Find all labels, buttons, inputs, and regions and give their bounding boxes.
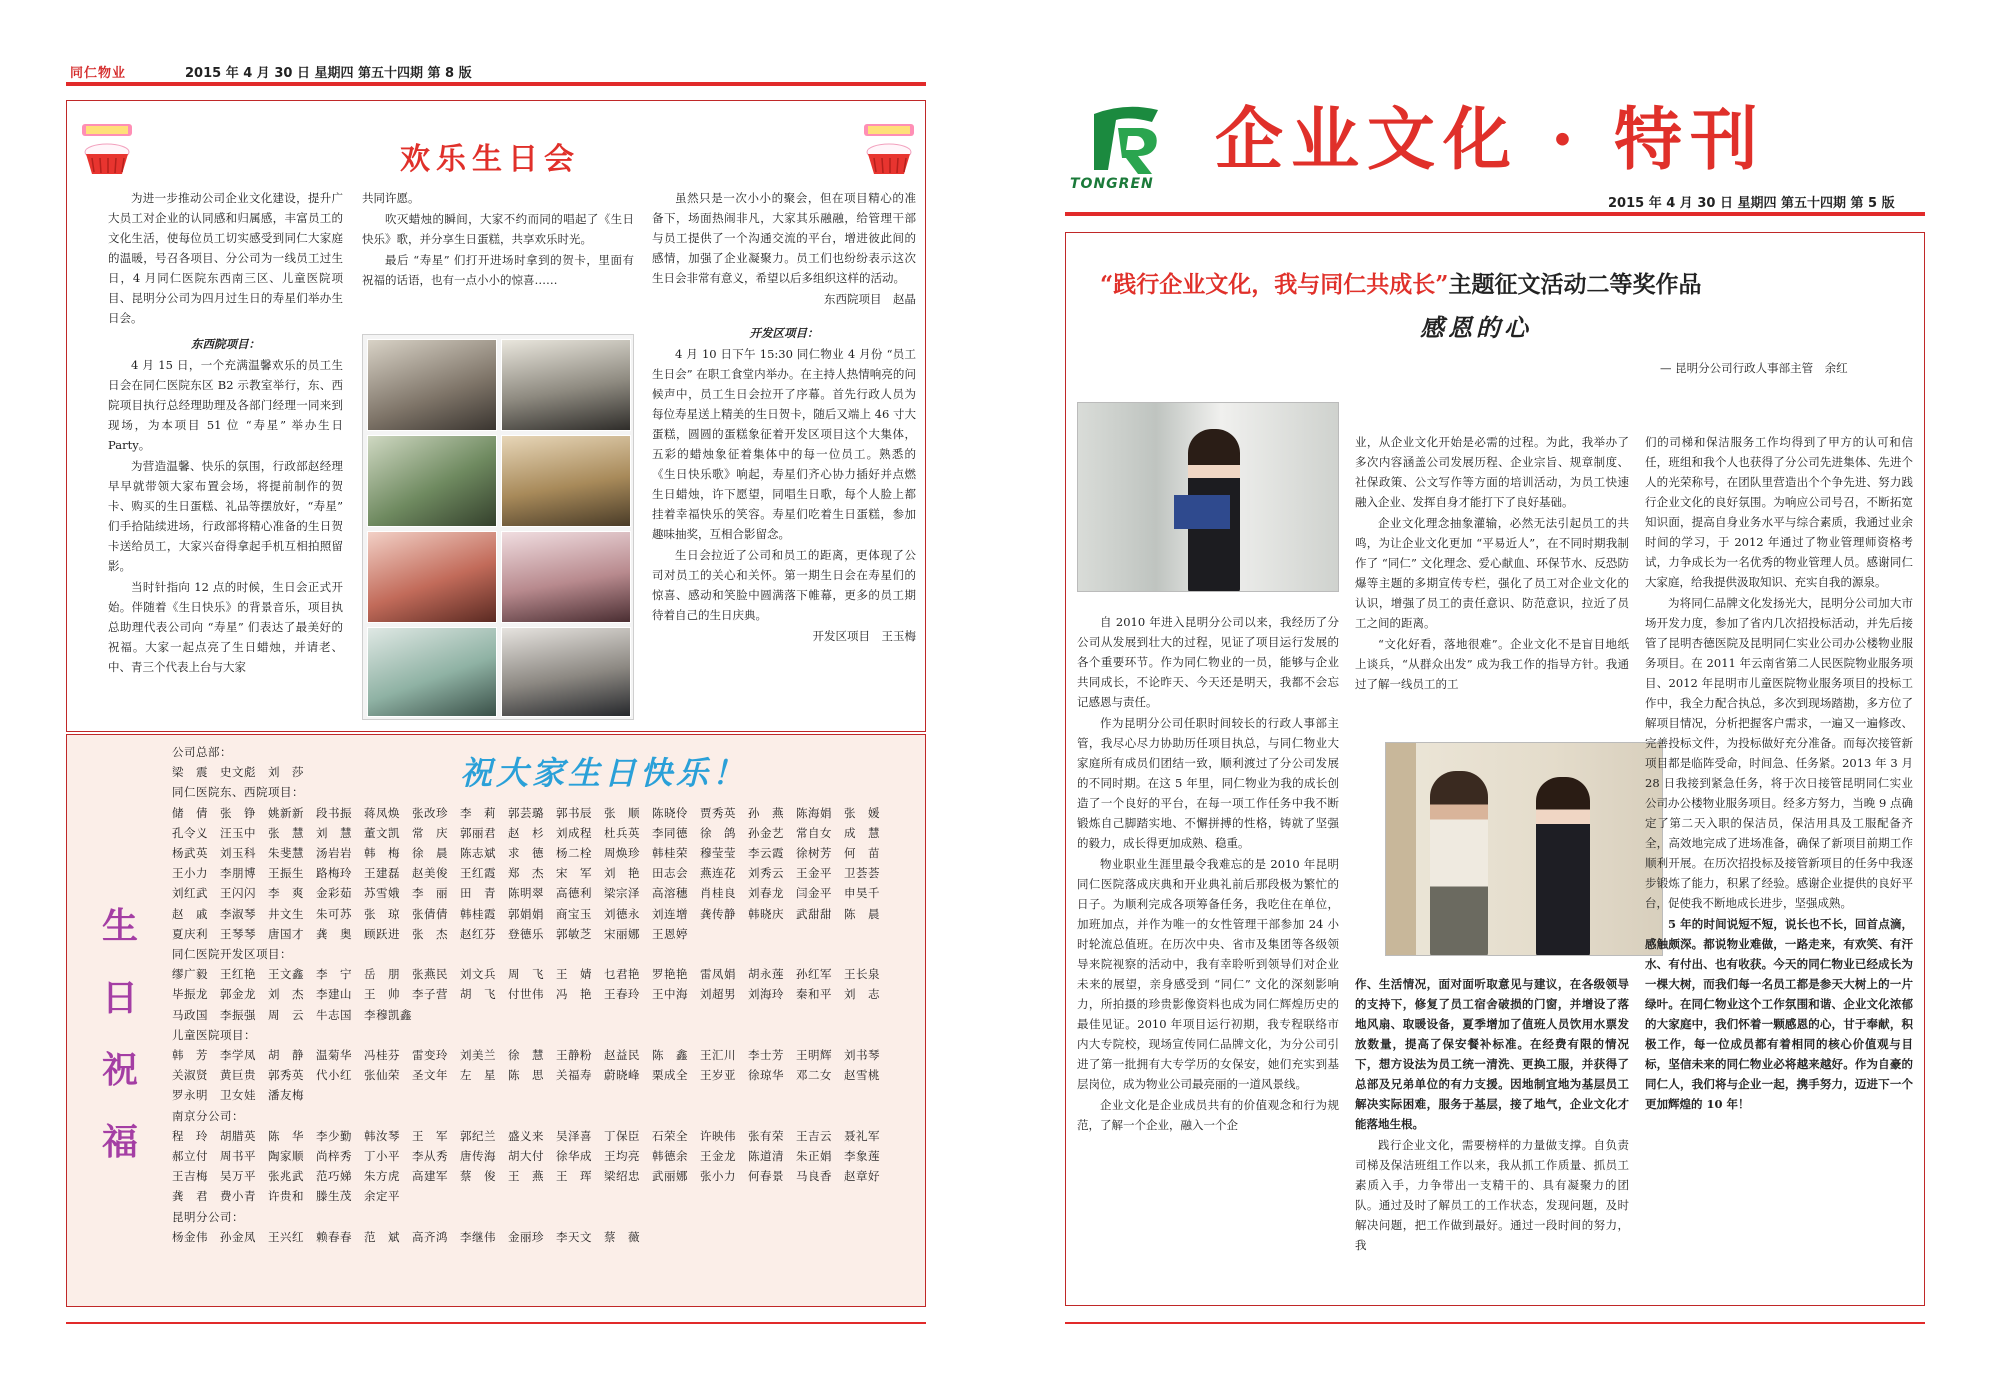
person-figure [1430, 771, 1488, 956]
name-list-line: 王吉梅 吴万平 张兆武 范巧娣 朱方虎 高建军 蔡 俊 王 燕 王 珲 梁绍忠 武丽娜 张小力 何春景 马良香 赵章好 [172, 1169, 880, 1184]
name-list-line: 王小力 李朋博 王振生 路梅玲 王建磊 赵美俊 王红霞 郑 杰 宋 军 刘 艳 田志会 燕连花 刘秀云 王金平 卫荟荟 [172, 866, 880, 881]
person-figure [1536, 777, 1590, 956]
left-footer-rule [66, 1322, 926, 1324]
photo [367, 531, 497, 623]
author-photo [1077, 402, 1339, 592]
paragraph: 作为昆明分公司任职时间较长的行政人事部主管，我尽心尽力协助历任项目执总，与同仁物业大家庭所有成员们团结一致，顺利渡过了分公司发展的不同时期。在这 5 年里，同仁物业为我的成长创造了一个良好的平台，在每一项工作任务中我不断锻炼自己脚踏实地、不懈拼搏的性格，铸就了坚强的毅力，成长得更加成熟、稳重。 [1077, 716, 1339, 850]
paragraph: 当时针指向 12 点的时候，生日会正式开始。伴随着《生日快乐》的背景音乐，项目执总助理代表公司向 “寿星” 们表达了最美好的祝福。大家一起点亮了生日蜡烛，并请老、中、青三个代表上台与大家 [108, 580, 343, 674]
blessing-title: 祝大家生日快乐！ [460, 754, 749, 792]
page-gutter [960, 0, 1040, 1387]
article-col-2b [1355, 974, 1629, 1256]
right-header-rule [1065, 212, 1925, 216]
section-heading: 开发区项目： [749, 326, 819, 340]
right-footer-rule [1065, 1322, 1925, 1324]
name-list-line: 韩 芳 李学凤 胡 静 温菊华 冯桂芬 雷变玲 刘美兰 徐 慧 王静粉 赵益民 陈 鑫 王汇川 李士芳 王明辉 刘书琴 [172, 1048, 880, 1063]
name-list-line: 龚 君 费小青 许贵和 滕生茂 余定平 [172, 1189, 400, 1204]
article-col-3 [1645, 432, 1913, 1115]
logo-text: TONGREN [1070, 176, 1154, 192]
photo [367, 339, 497, 431]
left-header-brand: 同仁物业 [70, 66, 127, 81]
signature: 开发区项目 王玉梅 [812, 629, 916, 643]
vertical-char: 生 [101, 905, 138, 947]
birthday-col-3 [652, 188, 916, 647]
paragraph: 共同许愿。 [362, 191, 420, 205]
vertical-char: 日 [101, 977, 138, 1019]
name-list-line: 儿童医院项目： [172, 1027, 256, 1042]
signature: 东西院项目 赵晶 [824, 292, 916, 306]
name-list-line: 南京分公司： [172, 1108, 244, 1123]
paragraph: 为营造温馨、快乐的氛围，行政部赵经理早早就带领大家布置会场，将提前制作的贺卡、购买的生日蛋糕、礼品等摆放好，“寿星” 们手拾陆续进场，行政部将精心准备的生日贺卡送给员工，大家兴奋得拿起手机互相拍照留影。 [108, 459, 343, 573]
name-list-line: 关淑贤 黄巨贵 郭秀英 代小红 张仙荣 圣文年 左 星 陈 思 关福寿 蔚晓峰 栗成全 王岁亚 徐琼华 邓二女 赵雪桃 [172, 1068, 880, 1083]
headline-red: “践行企业文化，我与同仁共成长” [1100, 271, 1449, 298]
left-header-rule [66, 82, 926, 86]
article-col-1 [1077, 612, 1339, 1136]
photo [501, 339, 631, 431]
photo [501, 435, 631, 527]
name-list-line: 郝立付 周书平 陶家顺 尚梓秀 丁小平 李从秀 唐传海 胡大付 徐华成 王均亮 韩德余 王金龙 陈道清 朱正娟 李象莲 [172, 1149, 880, 1164]
paragraph: 自 2010 年进入昆明分公司以来，我经历了分公司从发展到壮大的过程，见证了项目运行发展的各个重要环节。作为同仁物业的一员，能够与企业共同成长，不论昨天、今天还是明天，我都不会忘记感恩与责任。 [1077, 615, 1339, 709]
article-author: — 昆明分公司行政人事部主管 余红 [1660, 361, 1848, 375]
paragraph: 为将同仁品牌文化发扬光大，昆明分公司加大市场开发力度，参加了省内几次招投标活动，并先后接管了昆明杏德医院及昆明同仁实业公司办公楼物业服务项目。在 2011 年云南省第二人民医院物业服务项目、2012 年昆明市儿童医院物业服务项目的投标工作中，我全力配合执总，多次到现场踏勘，多方位了解项目情况，分析把握客户需求，一遍又一遍修改、完善投标文件，为投标做好充分准备。而每次接管新项目都是临阵受命，时间急、任务紧。2013 年 3 月 28 日我接到紧急任务，将于次日接管昆明同仁实业公司办公楼物业服务项目。经多方努力，当晚 9 点确定了第二天入职的保洁员，保洁用具及工服配备齐全，高效地完成了进场准备，确保了新项目前期工作顺利开展。在历次招投标及接管新项目的任务中我逐步锻炼了能力，积累了经验。感谢企业提供的良好平台，促使我不断地成长进步，坚强成熟。 [1645, 596, 1913, 910]
left-header-date: 2015 年 4 月 30 日 星期四 第五十四期 第 8 版 [185, 66, 472, 81]
name-list-line: 罗永明 卫女娃 潘友梅 [172, 1088, 304, 1103]
paragraph: 虽然只是一次小小的聚会，但在项目精心的准备下，场面热闹非凡，大家其乐融融，给管理干部与员工提供了一个沟通交流的平台，增进彼此间的感情，加强了企业凝聚力。员工们也纷纷表示这次生日会非常有意义，希望以后多组织这样的活动。 [652, 191, 916, 285]
birthday-photo-collage [362, 334, 634, 720]
tongren-logo-icon [1086, 100, 1166, 180]
paragraph: 生日会拉近了公司和员工的距离，更体现了公司对员工的关心和关怀。第一期生日会在寿星们的惊喜、感动和笑脸中圆满落下帷幕，更多的员工期待着自己的生日庆典。 [652, 548, 916, 622]
article-headline [1100, 266, 1701, 299]
name-list-line: 杨武英 刘玉科 朱斐慧 汤岩岩 韩 梅 徐 晨 陈志斌 求 德 杨二栓 周焕珍 韩桂荣 穆莹莹 李云霞 徐树芳 何 苗 [172, 846, 880, 861]
birthday-cake-icon [78, 118, 136, 178]
name-list-line: 公司总部： [172, 745, 232, 759]
birthday-cake-icon [860, 118, 918, 178]
headline-black: 主题征文活动二等奖作品 [1448, 271, 1702, 298]
name-list-line: 夏庆利 王琴琴 唐国才 龚 奥 顾跃进 张 杰 赵红芬 登德乐 郭敏芝 宋丽娜 王恩婷 [172, 926, 688, 941]
paragraph: 业，从企业文化开始是必需的过程。为此，我举办了多次内容涵盖公司发展历程、企业宗旨、规章制度、社保政策、公文写作等方面的培训活动，为员工快速融入企业、发挥自身才能打下了良好基础。 [1355, 435, 1629, 509]
name-list-line: 马政国 李振强 周 云 牛志国 李穆凯鑫 [172, 1007, 412, 1022]
birthday-col-2 [362, 188, 634, 291]
paragraph: 作、生活情况，面对面听取意见与建议，在各级领导的支持下，修复了员工宿舍破损的门窗，并增设了落地风扇、取暖设备，夏季增加了值班人员饮用水票发放数量，提高了保安餐补标准。在经费有限的情况下，想方设法为员工统一清洗、更换工服，并获得了总部及兄弟单位的有力支援。因地制宜地为基层员工解决实际困难，服务于基层，接了地气，企业文化才能落地生根。 [1355, 977, 1629, 1131]
birthday-name-list [172, 742, 912, 1247]
paragraph: 4 月 15 日，一个充满温馨欢乐的员工生日会在同仁医院东区 B2 示教室举行，东、西院项目执行总经理助理及各部门经理一同来到现场，为本项目 51 位 “寿星” 举办生日 Party。 [108, 358, 343, 452]
paragraph: 4 月 10 日下午 15:30 同仁物业 4 月份 “员工生日会” 在职工食堂内举办。在主持人热情响亮的问候声中，员工生日会拉开了序幕。首先行政人员为每位寿星送上精美的生日贺卡，随后又端上 46 寸大蛋糕，圆圆的蛋糕象征着开发区项目这个大集体，五彩的蜡烛象征着集体中的每一位员工。熟悉的《生日快乐歌》响起，寿星们齐心协力插好并点燃生日蜡烛，许下愿望，同唱生日歌，每个人脸上都挂着幸福快乐的笑容。寿星们吃着生日蛋糕，参加趣味抽奖，互相合影留念。 [652, 347, 916, 541]
birthday-col-1 [108, 188, 343, 678]
paragraph: 践行企业文化，需要榜样的力量做支撑。自负责司梯及保洁班组工作以来，我从抓工作质量、抓员工素质入手，力争带出一支精干的、具有凝聚力的团队。通过及时了解员工的工作状态，发现问题，及时解决问题，把工作做到最好。通过一段时间的努力，我 [1355, 1138, 1629, 1252]
photo [367, 627, 497, 717]
vertical-char: 祝 [101, 1049, 138, 1091]
name-list-line: 梁 震 史文彪 刘 莎 [172, 765, 304, 780]
name-list-line: 缪广毅 王红艳 王文鑫 李 宁 岳 朋 张燕民 刘文兵 周 飞 王 婧 乜君艳 罗艳艳 雷凤娟 胡永莲 孙红军 王长泉 [172, 967, 880, 982]
paragraph: 吹灭蜡烛的瞬间，大家不约而同的唱起了《生日快乐》歌，并分享生日蛋糕，共享欢乐时光。 [362, 212, 634, 246]
paragraph: 企业文化是企业成员共有的价值观念和行为规范，了解一个企业，融入一个企 [1077, 1098, 1339, 1132]
section-heading: 东西院项目： [191, 337, 260, 351]
paragraph: 们的司梯和保洁服务工作均得到了甲方的认可和信任，班组和我个人也获得了分公司先进集体、先进个人的光荣称号，在团队里营造出个个争先进、努力践行企业文化的良好氛围。为响应公司号召，不断拓宽知识面，提高自身业务水平与综合素质，我通过业余时间的学习，于 2012 年通过了物业管理师资格考试，力争成长为一名优秀的物业管理人员。感谢同仁大家庭，给我提供汲取知识、充实自我的源泉。 [1645, 435, 1913, 589]
photo [501, 531, 631, 623]
meeting-photo [1385, 742, 1663, 956]
folder-figure [1174, 495, 1230, 529]
name-list-line: 昆明分公司： [172, 1209, 244, 1224]
name-list-line: 杨金伟 孙金凤 王兴红 赖春春 范 斌 高齐鸿 李继伟 金丽珍 李天文 蔡 薇 [172, 1229, 640, 1244]
name-list-line: 刘红武 王闪闪 李 爽 金彩茹 苏雪娥 李 丽 田 青 陈明翠 高德利 梁宗泽 高溶穗 肖桂良 刘春龙 闫金平 申昊千 [172, 886, 880, 901]
article-col-2a [1355, 432, 1629, 695]
paragraph: “文化好看，落地很难”。企业文化不是盲目地纸上谈兵，“从群众出发” 成为我工作的指导方针。我通过了解一线员工的工 [1355, 637, 1629, 691]
door-frame [1386, 743, 1416, 956]
article-subtitle: 感恩的心 [1420, 313, 1532, 342]
blessing-vertical-title [100, 890, 140, 1178]
name-list-line: 毕振龙 郭金龙 刘 杰 李建山 王 帅 李子营 胡 飞 付世伟 冯 艳 王春玲 王中海 刘超男 刘海玲 秦和平 刘 志 [172, 987, 880, 1002]
name-list-line: 程 玲 胡腊英 陈 华 李少勤 韩汝琴 王 军 郭纪兰 盛义来 吴泽喜 丁保臣 石荣全 许映伟 张有荣 王吉云 聂礼军 [172, 1128, 880, 1143]
paragraph: 企业文化理念抽象灌输，必然无法引起员工的共鸣，为让企业文化更加 “平易近人”，在不同时期我制作了 “同仁” 文化理念、爱心献血、环保节水、反恐防爆等主题的多期宣传专栏，强化了员工对企业文化的认识，增强了员工的责任意识、防范意识，拉近了员工之间的距离。 [1355, 516, 1629, 630]
name-list-line: 同仁医院开发区项目： [172, 947, 292, 962]
paragraph: 最后 “寿星” 们打开进场时拿到的贺卡，里面有祝福的话语，也有一点小小的惊喜…… [362, 253, 634, 287]
right-header-date: 2015 年 4 月 30 日 星期四 第五十四期 第 5 版 [1608, 196, 1895, 211]
name-list-line: 孔令义 汪玉中 张 慧 刘 慧 董文凯 常 庆 郭丽君 赵 杉 刘成程 杜兵英 李同德 徐 鸽 孙金艺 常自女 成 慧 [172, 825, 880, 840]
paragraph: 物业职业生涯里最令我难忘的是 2010 年昆明同仁医院落成庆典和开业典礼前后那段极为繁忙的日子。为顺利完成各项筹备任务，我吃住在单位，加班加点，并作为唯一的女性管理干部参加 24 小时轮流总值班。在历次中央、省市及集团等各级领导来院视察的活动中，我有幸聆听到领导们对企业未来的展望，亲身感受到 “同仁” 文化的深刻影响力，所拍摄的珍贵影像资料也成为同仁辉煌历史的最佳见证。2010 年项目运行初期，我专程联络市内大专院校，现场宣传同仁品牌文化，为分公司引进了第一批拥有大专学历的女保安，她们充实到基层岗位，成为物业公司最亮丽的一道风景线。 [1077, 857, 1339, 1091]
photo [501, 627, 631, 717]
vertical-char: 福 [101, 1121, 138, 1163]
name-list-line: 赵 戚 李淑琴 井文生 朱可苏 张 琼 张倩倩 韩桂霞 郭娟娟 商宝玉 刘德永 刘连增 龚传静 韩晓庆 武甜甜 陈 晨 [172, 906, 880, 921]
paragraph: 为进一步推动公司企业文化建设，提升广大员工对企业的认同感和归属感，丰富员工的文化生活，使每位员工切实感受到同仁大家庭的温暖，号召各项目、分公司为一线员工过生日，4 月同仁医院东西南三区、儿童医院项目、昆明分公司为四月过生日的寿星们举办生日会。 [108, 191, 343, 325]
birthday-party-title: 欢乐生日会 [400, 142, 580, 177]
name-list-line: 同仁医院东、西院项目： [172, 785, 304, 800]
photo [367, 435, 497, 527]
paragraph: 5 年的时间说短不短，说长也不长，回首点滴，感触颇深。都说物业难做，一路走来，有欢笑、有汗水、有付出、也有收获。今天的同仁物业已经成长为一棵大树，而我们每一名员工都是参天大树上的一片绿叶。在同仁物业这个工作氛围和谐、企业文化浓郁的大家庭中，我们怀着一颗感恩的心，甘于奉献，积极工作，每一位成员都有着相同的核心价值观与目标，坚信未来的同仁物业必将越来越好。作为自豪的同仁人，我们将与企业一起，携手努力，迈进下一个更加辉煌的 10 年！ [1645, 917, 1913, 1111]
masthead-title: 企业文化 · 特刊 [1215, 100, 1767, 180]
name-list-line: 储 倩 张 铮 姚新新 段书振 蒋凤焕 张改珍 李 莉 郭芸璐 郭书辰 张 顺 陈晓伶 贾秀英 孙 燕 陈海娟 张 媛 [172, 805, 880, 820]
